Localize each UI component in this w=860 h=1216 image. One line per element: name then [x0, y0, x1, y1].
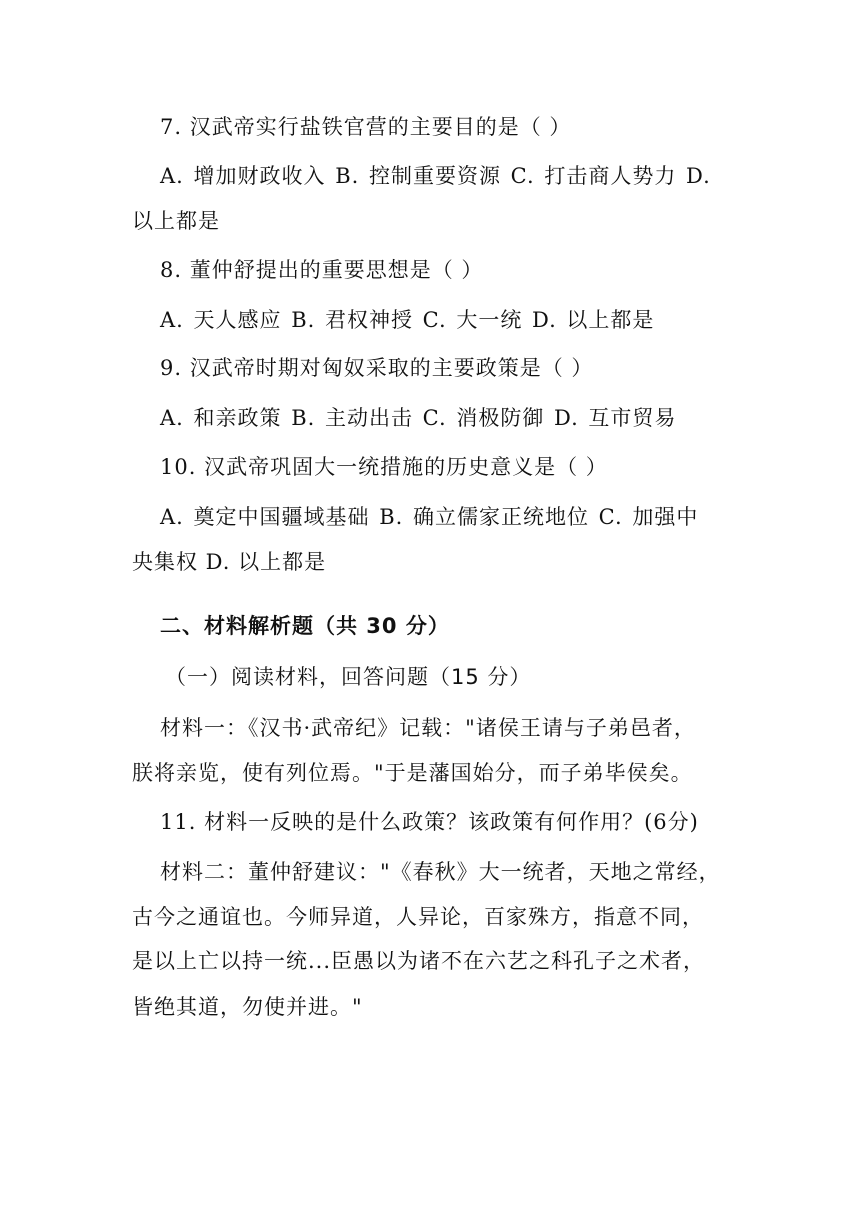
material-1-line-2: 朕将亲览，使有列位焉。"于是藩国始分，而子弟毕侯矣。: [132, 761, 693, 785]
question-9-options: A. 和亲政策 B. 主动出击 C. 消极防御 D. 互市贸易: [160, 406, 677, 430]
question-10-options-cont: 央集权 D. 以上都是: [132, 550, 327, 574]
question-7-options: A. 增加财政收入 B. 控制重要资源 C. 打击商人势力 D.: [160, 164, 711, 188]
material-1-line-1: 材料一：《汉书·武帝纪》记载："诸侯王请与子弟邑者，: [160, 716, 696, 740]
question-8-options: A. 天人感应 B. 君权神授 C. 大一统 D. 以上都是: [160, 308, 655, 332]
question-10-stem: 10. 汉武帝巩固大一统措施的历史意义是（ ）: [160, 455, 608, 479]
material-2-line-3: 是以上亡以持一统...臣愚以为诸不在六艺之科孔子之术者，: [132, 949, 706, 973]
question-11-stem: 11. 材料一反映的是什么政策？该政策有何作用？(6分): [160, 810, 699, 834]
question-9-stem: 9. 汉武帝时期对匈奴采取的主要政策是（ ）: [160, 356, 594, 380]
section-2-title: 二、材料解析题（共 30 分）: [160, 614, 450, 638]
question-10-options: A. 奠定中国疆域基础 B. 确立儒家正统地位 C. 加强中: [160, 505, 699, 529]
material-2-line-2: 古今之通谊也。今师异道，人异论，百家殊方，指意不同，: [132, 905, 704, 929]
material-2-line-4: 皆绝其道，勿使并进。": [132, 995, 363, 1019]
question-7-options-cont: 以上都是: [132, 209, 220, 233]
question-8-stem: 8. 董仲舒提出的重要思想是（ ）: [160, 258, 484, 282]
question-7-stem: 7. 汉武帝实行盐铁官营的主要目的是（ ）: [160, 115, 572, 139]
material-2-line-1: 材料二：董仲舒建议："《春秋》大一统者，天地之常经，: [160, 860, 721, 884]
section-2-subtitle: （一）阅读材料，回答问题（15 分）: [165, 665, 532, 689]
